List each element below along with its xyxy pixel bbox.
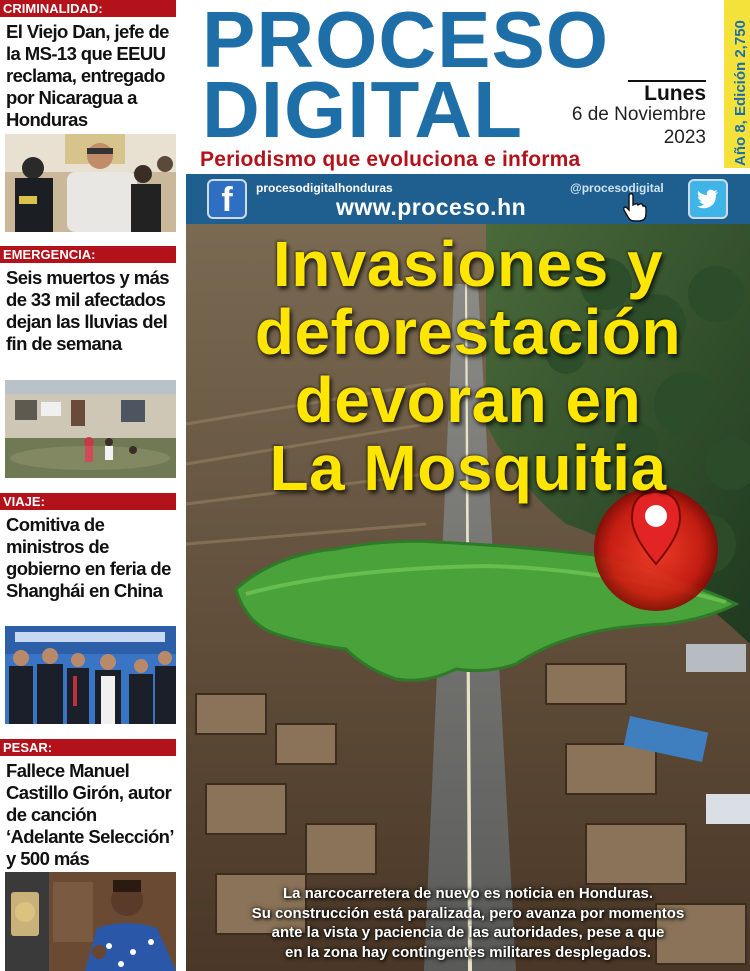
twitter-icon[interactable] bbox=[688, 179, 728, 219]
sidebar-story-criminalidad[interactable] bbox=[0, 0, 180, 131]
main-headline-line4: La Mosquitia bbox=[269, 432, 667, 504]
main-story-photo[interactable] bbox=[186, 224, 750, 971]
category-label: VIAJE: bbox=[0, 493, 176, 510]
issue-date: 6 de Noviembre bbox=[571, 104, 706, 125]
facebook-handle[interactable]: procesodigitalhonduras bbox=[256, 181, 393, 195]
issue-year: 2023 bbox=[663, 127, 706, 148]
sidebar bbox=[0, 0, 180, 971]
sidebar-story-pesar[interactable] bbox=[0, 739, 180, 870]
category-label: EMERGENCIA: bbox=[0, 246, 176, 263]
main-headline-line2: deforestación bbox=[254, 296, 682, 368]
caption-line1: La narcocarretera de nuevo es noticia en Honduras. bbox=[282, 885, 654, 902]
twitter-handle[interactable]: @procesodigital bbox=[570, 181, 664, 195]
story-photo-flood[interactable] bbox=[5, 380, 176, 478]
main-headline-line1: Invasiones y bbox=[272, 228, 664, 300]
story-headline[interactable]: Fallece Manuel Castillo Girón, autor de canción ‘Adelante Selección’ y 500 más bbox=[6, 760, 173, 869]
story-headline[interactable]: Comitiva de ministros de gobierno en feria de Shanghái en China bbox=[6, 514, 171, 601]
website-url[interactable]: www.proceso.hn bbox=[336, 194, 527, 220]
facebook-icon[interactable]: f bbox=[207, 179, 247, 219]
caption-line3: ante la vista y paciencia de las autoridades, pese a que bbox=[271, 924, 665, 941]
main-caption bbox=[186, 884, 750, 962]
story-photo-arrest[interactable] bbox=[5, 134, 176, 232]
cursor-icon bbox=[622, 192, 648, 222]
edition-label: Año 8, Edición 2,750 bbox=[732, 20, 749, 166]
category-label: CRIMINALIDAD: bbox=[0, 0, 176, 17]
masthead bbox=[186, 0, 750, 174]
caption-line4: en la zona hay contingentes militares desplegados. bbox=[285, 943, 651, 961]
caption-line2: Su construcción está paralizada, pero avanza por momentos bbox=[251, 904, 685, 922]
category-label: PESAR: bbox=[0, 739, 176, 756]
sidebar-story-emergencia[interactable] bbox=[0, 246, 180, 355]
story-photo-delegation[interactable] bbox=[5, 626, 176, 724]
brand-logo-line1[interactable]: PROCESO bbox=[202, 0, 610, 84]
main-headline[interactable] bbox=[186, 230, 750, 502]
sidebar-story-viaje[interactable] bbox=[0, 493, 180, 602]
social-bar bbox=[186, 174, 750, 224]
tagline: Periodismo que evoluciona e informa bbox=[200, 148, 581, 171]
issue-day: Lunes bbox=[628, 80, 706, 106]
brand-logo-line2[interactable]: DIGITAL bbox=[202, 65, 524, 154]
story-photo-singer[interactable] bbox=[5, 872, 176, 971]
story-headline[interactable]: Seis muertos y más de 33 mil afectados dejan las lluvias del fin de semana bbox=[6, 267, 169, 354]
main-headline-line3: devoran en bbox=[294, 364, 642, 436]
story-headline[interactable]: El Viejo Dan, jefe de la MS-13 que EEUU reclama, entregado por Nicaragua a Honduras bbox=[6, 21, 169, 130]
